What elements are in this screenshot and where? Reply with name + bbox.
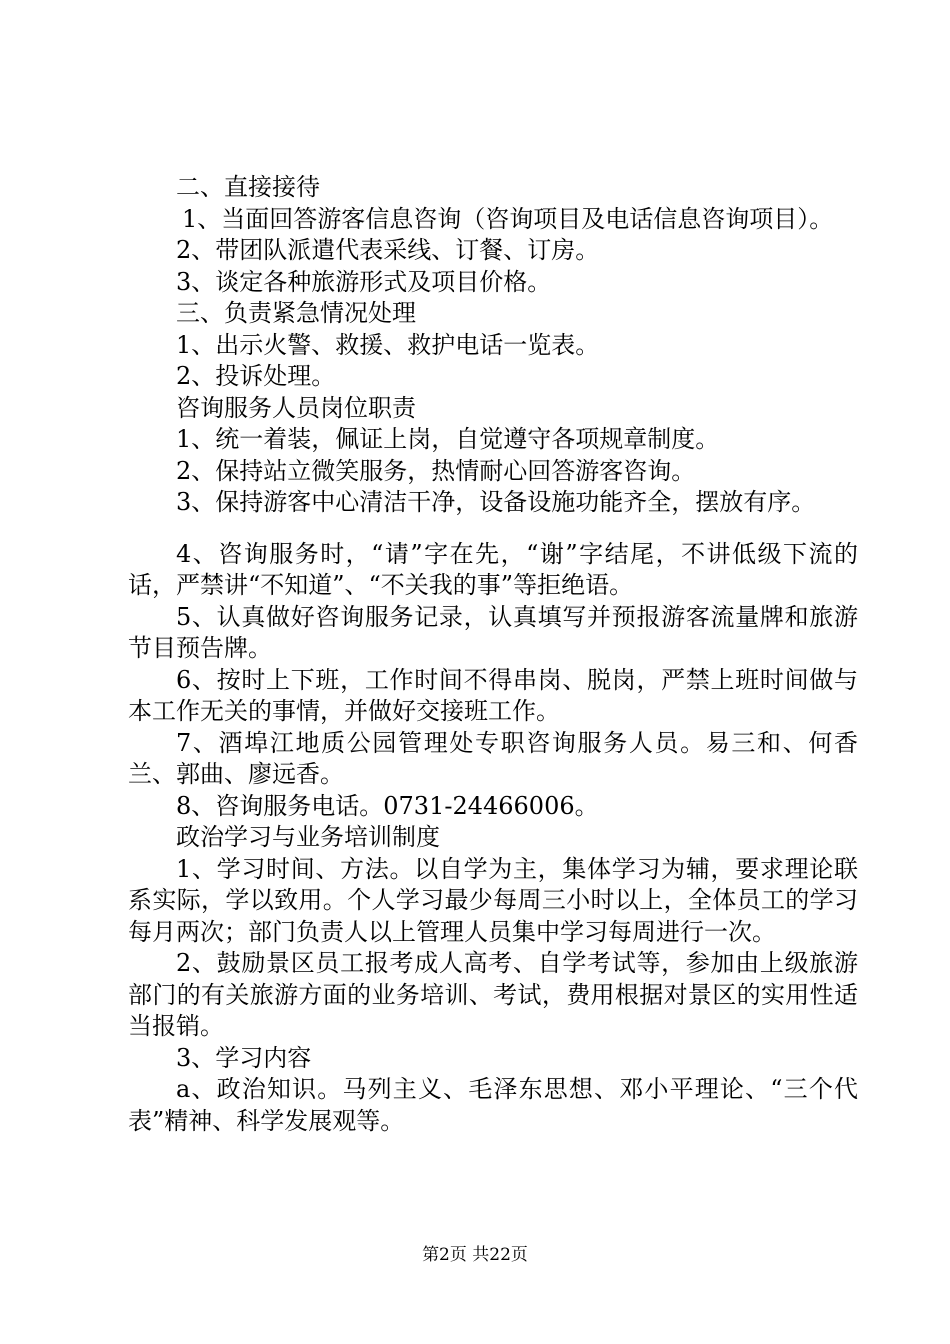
paragraph: 1、出示火警、救援、救护电话一览表。 bbox=[176, 330, 600, 359]
paragraph: 3、保持游客中心清洁干净，设备设施功能齐全，摆放有序。 bbox=[176, 488, 816, 516]
paragraph: 3、学习内容 bbox=[176, 1043, 312, 1072]
paragraph-gap bbox=[128, 519, 858, 539]
paragraph: 7、酒埠江地质公园管理处专职咨询服务人员。易三和、何香兰、郭曲、廖远香。 bbox=[128, 728, 858, 788]
paragraph: 1、统一着装，佩证上岗，自觉遵守各项规章制度。 bbox=[176, 425, 720, 453]
paragraph: 2、保持站立微笑服务，热情耐心回答游客咨询。 bbox=[176, 456, 696, 485]
paragraph: 4、咨询服务时，“请”字在先，“谢”字结尾，不讲低级下流的话，严禁讲“不知道”、“不关我的事”等拒绝语。 bbox=[128, 539, 858, 599]
paragraph: 2、带团队派遣代表采线、订餐、订房。 bbox=[176, 236, 600, 264]
paragraph: 1、学习时间、方法。以自学为主，集体学习为辅，要求理论联系实际，学以致用。个人学习最少每周三小时以上，全体员工的学习每月两次；部门负责人以上管理人员集中学习每周进行一次。 bbox=[128, 854, 858, 946]
section-heading-emergency: 三、负责紧急情况处理 bbox=[176, 299, 416, 327]
paragraph: 2、投诉处理。 bbox=[176, 362, 336, 390]
paragraph: 2、鼓励景区员工报考成人高考、自学考试等，参加由上级旅游部门的有关旅游方面的业务培训、考试，费用根据对景区的实用性适当报销。 bbox=[128, 949, 858, 1040]
section-heading-training: 政治学习与业务培训制度 bbox=[176, 823, 440, 851]
paragraph: 3、谈定各种旅游形式及项目价格。 bbox=[176, 267, 552, 296]
paragraph: a、政治知识。马列主义、毛泽东思想、邓小平理论、“三个代表”精神、科学发展观等。 bbox=[128, 1075, 858, 1135]
section-heading-staff-duties: 咨询服务人员岗位职责 bbox=[176, 393, 416, 422]
paragraph: 8、咨询服务电话。0731-24466006。 bbox=[176, 791, 599, 820]
section-heading-direct-reception: 二、直接接待 bbox=[176, 173, 320, 201]
document-body bbox=[128, 172, 858, 1137]
paragraph: 6、按时上下班，工作时间不得串岗、脱岗，严禁上班时间做与本工作无关的事情，并做好交接班工作。 bbox=[128, 665, 858, 725]
page-number-footer: 第2页 共22页 bbox=[422, 1245, 528, 1265]
paragraph: 1、当面回答游客信息咨询（咨询项目及电话信息咨询项目）。 bbox=[182, 204, 834, 233]
paragraph: 5、认真做好咨询服务记录，认真填写并预报游客流量牌和旅游节目预告牌。 bbox=[128, 602, 858, 662]
